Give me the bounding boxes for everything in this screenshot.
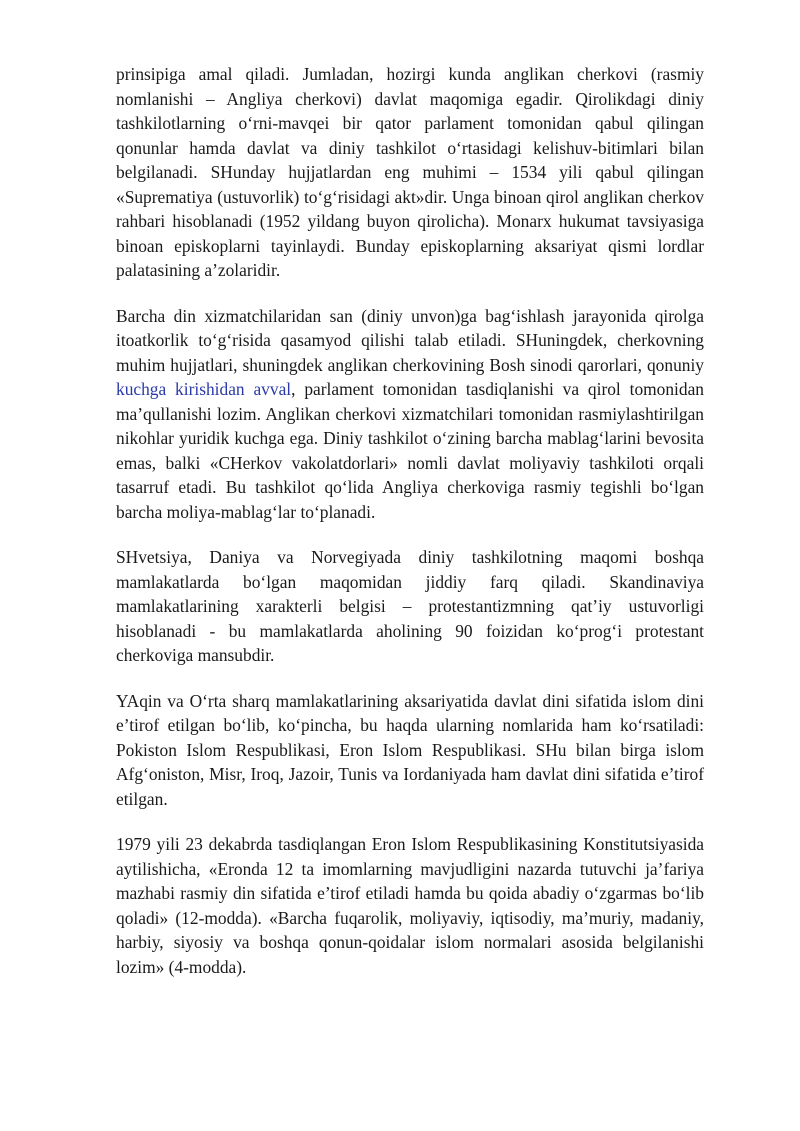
- hyperlink-kuchga-kirishidan-avval[interactable]: kuchga kirishidan avval: [116, 379, 292, 399]
- paragraph-middle-east: YAqin va O‘rta sharq mamlakatlarining aksariyatida davlat dini sifatida islom dini e’tirof etilgan bo‘lib, ko‘pincha, bu haqda ularning nomlarida ham ko‘rsatiladi: Pokiston Islom Respublikasi, Eron Islom Respublikasi. SHu bilan birga islom Afg‘oniston, Misr, Iroq, Jazoir, Tunis va Iordaniyada ham davlat dini sifatida e’tirof etilgan.: [116, 690, 704, 809]
- paragraph-anglican-church-status: prinsipiga amal qiladi. Jumladan, hozirgi kunda anglikan cherkovi (rasmiy nomlanishi – Angliya cherkovi) davlat maqomiga egadir. Qirolikdagi diniy tashkilotlarning o‘rni-mavqei bir qator parlament tomonidan qabul qilingan qonunlar hamda davlat va diniy tashkilot o‘rtasidagi kelishuv-bitimlari bilan belgilanadi. SHunday hujjatlardan eng muhimi – 1534 yili qabul qilingan «Suprematiya (ustuvorlik) to‘g‘risidagi akt»dir. Unga binoan qirol anglikan cherkov rahbari hisoblanadi (1952 yildang buyon qirolicha). Monarx hukumat tavsiyasiga binoan episkoplarni tayinlaydi. Bunday episkoplarning aksariyat qismi lordlar palatasining a’zolaridir.: [116, 64, 704, 280]
- paragraph-text-before-link: Barcha din xizmatchilaridan san (diniy unvon)ga bag‘ishlash jarayonida qirolga itoatkorlik to‘g‘risida qasamyod qilishi talab etiladi. SHuningdek, cherkovning muhim hujjatlari, shuningdek anglikan cherkovining Bosh sinodi qarorlari, qonuniy: [116, 305, 704, 375]
- paragraph-clergy-oath: [116, 304, 704, 525]
- paragraph-scandinavia: SHvetsiya, Daniya va Norvegiyada diniy tashkilotning maqomi boshqa mamlakatlarda bo‘lgan maqomidan jiddiy farq qiladi. Skandinaviya mamlakatlarining xarakterli belgisi – protestantizmning qat’iy ustuvorligi hisoblanadi - bu mamlakatlarda aholining 90 foizidan ko‘prog‘i protestant cherkoviga mansubdir.: [116, 547, 704, 665]
- paragraph-iran-constitution: 1979 yili 23 dekabrda tasdiqlangan Eron Islom Respublikasining Konstitutsiyasida aytilishicha, «Eronda 12 ta imomlarning mavjudligini nazarda tutuvchi ja’fariya mazhabi rasmiy din sifatida e’tirof etiladi hamda bu qoida abadiy o‘zgarmas bo‘lib qoladi» (12-modda). «Barcha fuqarolik, moliyaviy, iqtisodiy, ma’muriy, madaniy, harbiy, siyosiy va boshqa qonun-qoidalar islom normalari asosida belgilanishi lozim» (4-modda).: [116, 834, 704, 977]
- document-page: [116, 62, 704, 1000]
- paragraph-text-after-link: , parlament tomonidan tasdiqlanishi va qirol tomonidan ma’qullanishi lozim. Anglikan cherkovi xizmatchilari tomonidan rasmiylashtirilgan nikohlar yuridik kuchga ega. Diniy tashkilot o‘zining barcha mablag‘larini bevosita emas, balki «CHerkov vakolatdorlari» nomli davlat moliyaviy tashkiloti orqali tasarruf etadi. Bu tashkilot qo‘lida Angliya cherkoviga rasmiy tegishli bo‘lgan barcha moliya-mablag‘lar to‘planadi.: [116, 379, 704, 522]
